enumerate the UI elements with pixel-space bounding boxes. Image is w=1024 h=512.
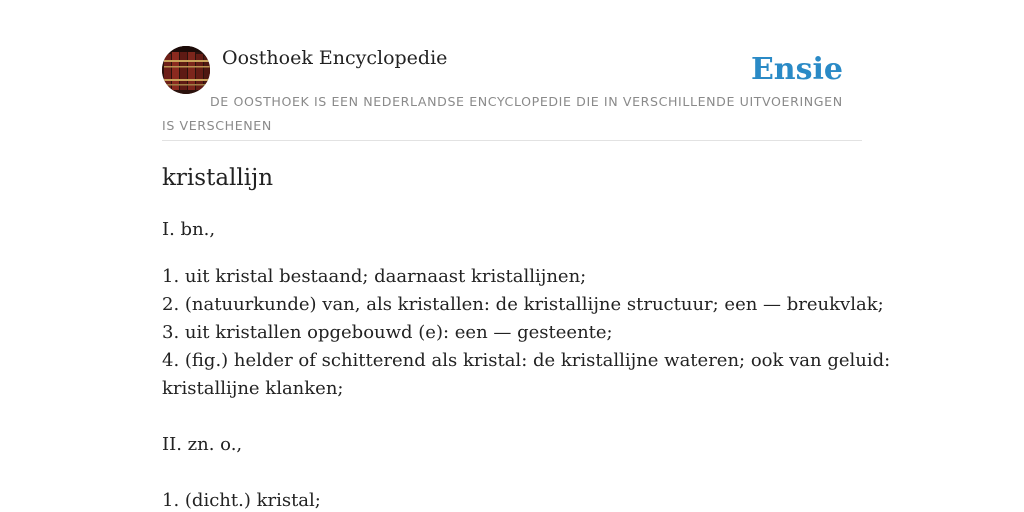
entry-headword: kristallijn bbox=[162, 165, 274, 191]
site-tagline: DE OOSTHOEK IS EEN NEDERLANDSE ENCYCLOPEDIE DIE IN VERSCHILLENDE UITVOERINGEN IS VERSCHENEN bbox=[162, 94, 843, 133]
brand-logo[interactable]: Ensie bbox=[750, 52, 843, 87]
definition-line: 4. (fig.) helder of schitterend als kristal: de kristallijne wateren; ook van geluid: bbox=[162, 350, 891, 371]
site-title[interactable]: Oosthoek Encyclopedie bbox=[222, 47, 448, 69]
part-of-speech-label: II. zn. o., bbox=[162, 434, 243, 455]
encyclopedia-books-icon[interactable] bbox=[162, 46, 210, 94]
site-header bbox=[162, 46, 862, 141]
definition-list bbox=[162, 487, 862, 512]
definition-line: kristallijne klanken; bbox=[162, 378, 344, 399]
definition-line: 3. uit kristallen opgebouwd (e): een — gesteente; bbox=[162, 322, 613, 343]
definition-line: 2. (natuurkunde) van, als kristallen: de kristallijne structuur; een — breukvlak; bbox=[162, 294, 884, 315]
entry-content bbox=[162, 160, 891, 512]
part-of-speech-label: I. bn., bbox=[162, 219, 216, 240]
definition-line: 1. uit kristal bestaand; daarnaast kristallijnen; bbox=[162, 266, 587, 287]
definition-list bbox=[162, 263, 891, 403]
definition-line: 1. (dicht.) kristal; bbox=[162, 490, 321, 511]
